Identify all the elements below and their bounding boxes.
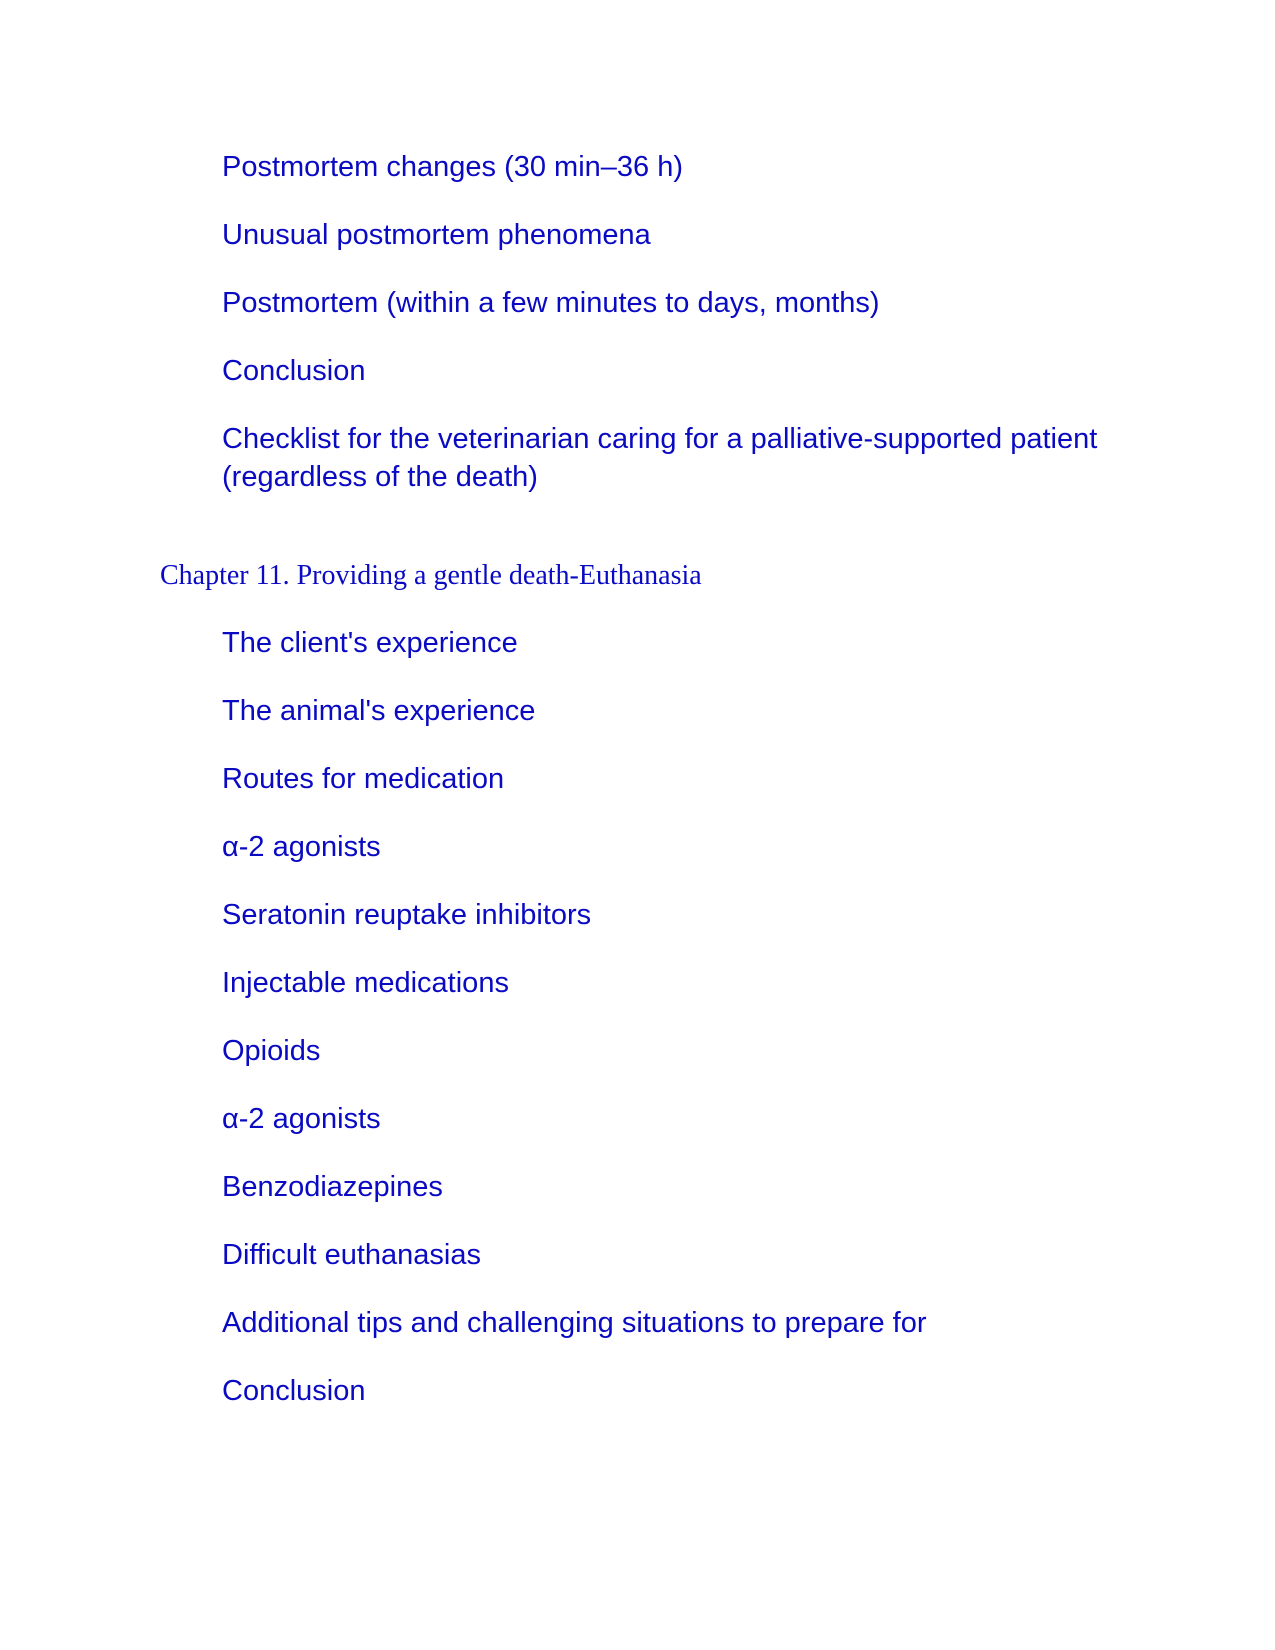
toc-link-seratonin-reuptake-inhibitors[interactable]: Seratonin reuptake inhibitors — [222, 899, 592, 931]
toc-link-unusual-postmortem-phenomena[interactable]: Unusual postmortem phenomena — [222, 219, 651, 251]
toc-link-postmortem-timing[interactable]: Postmortem (within a few minutes to days, months) — [222, 287, 880, 319]
toc-link-injectable-medications[interactable]: Injectable medications — [222, 967, 509, 999]
toc-link-checklist[interactable]: Checklist for the veterinarian caring for a palliative-supported patient (regardless of the death) — [222, 423, 1098, 493]
toc-link-animals-experience[interactable]: The animal's experience — [222, 695, 536, 727]
toc-link-additional-tips[interactable]: Additional tips and challenging situations to prepare for — [222, 1307, 927, 1339]
chapter-heading: Chapter 11. Providing a gentle death-Euthanasia — [160, 560, 702, 591]
toc-link-alpha2-agonists-2[interactable]: α-2 agonists — [222, 1103, 381, 1135]
toc-link-difficult-euthanasias[interactable]: Difficult euthanasias — [222, 1239, 482, 1271]
toc-link-clients-experience[interactable]: The client's experience — [222, 627, 518, 659]
toc-link-conclusion-prev[interactable]: Conclusion — [222, 355, 366, 387]
toc-link-postmortem-changes[interactable]: Postmortem changes (30 min–36 h) — [222, 151, 683, 183]
toc-link-benzodiazepines[interactable]: Benzodiazepines — [222, 1171, 443, 1203]
toc-link-alpha2-agonists[interactable]: α-2 agonists — [222, 831, 381, 863]
toc-link-conclusion[interactable]: Conclusion — [222, 1375, 366, 1407]
toc-link-opioids[interactable]: Opioids — [222, 1035, 321, 1067]
toc-link-routes-for-medication[interactable]: Routes for medication — [222, 763, 505, 795]
